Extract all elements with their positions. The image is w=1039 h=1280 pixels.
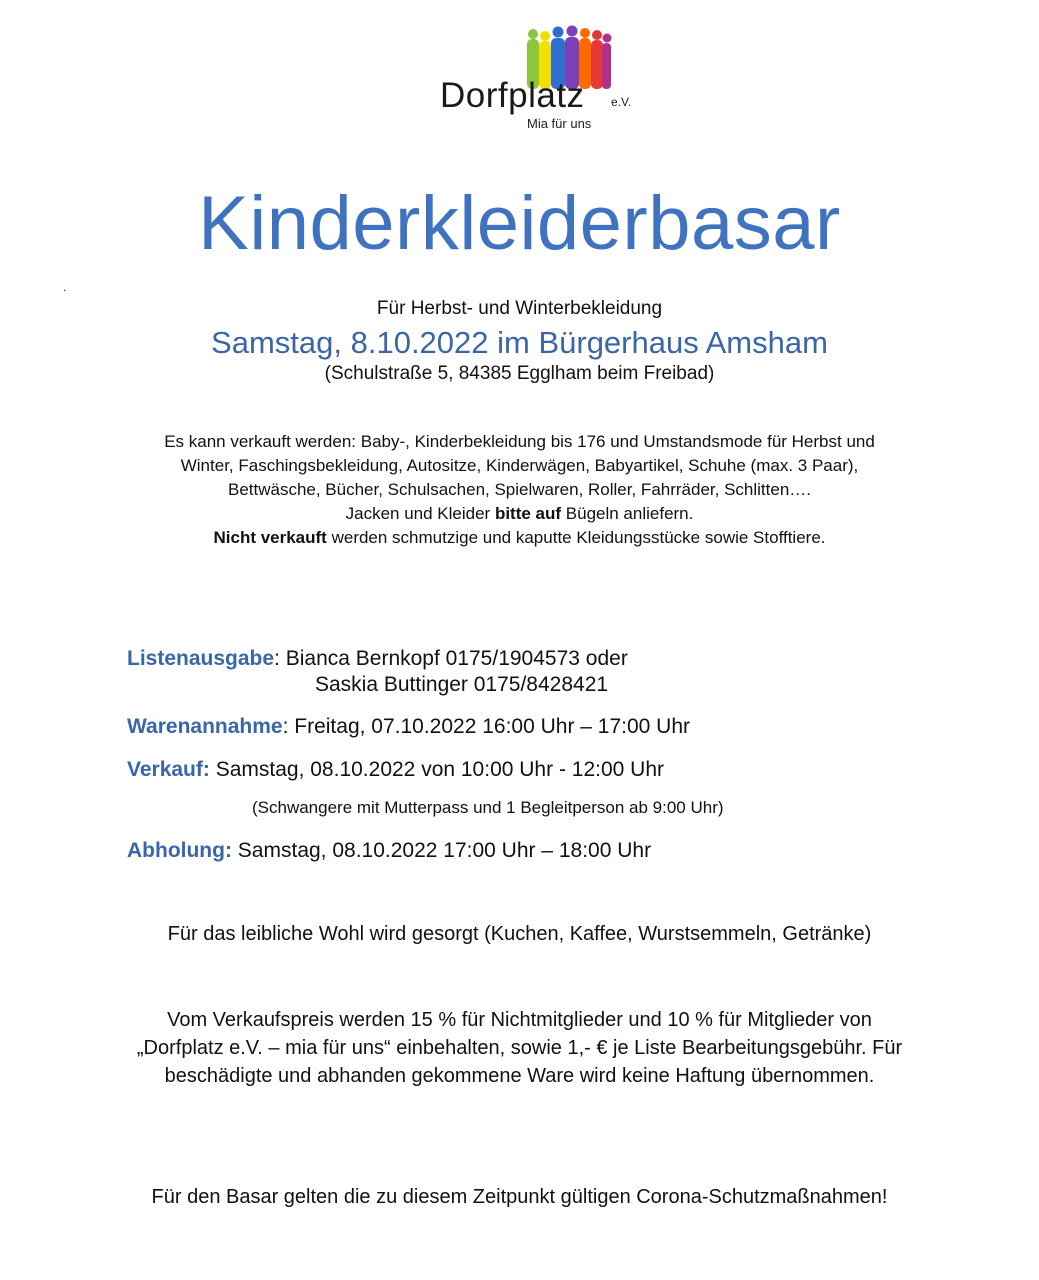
terms-line: Vom Verkaufspreis werden 15 % für Nichtmitglieder und 10 % für Mitglieder von [167,1009,872,1031]
schedule-sale-note: (Schwangere mit Mutterpass und 1 Begleitperson ab 9:00 Uhr) [252,798,724,817]
logo-tagline: Mia für uns [527,116,592,131]
schedule-key: Listenausgabe [127,647,275,670]
schedule-key: Abholung: [127,839,232,862]
terms-block [0,1006,1039,1090]
logo-suffix: e.V. [611,95,632,109]
schedule-separator: : [274,647,286,670]
sell-info-block [0,430,1039,550]
schedule-pickup [127,839,651,863]
sell-emphasis: bitte auf [494,504,562,523]
corona-note: Für den Basar gelten die zu diesem Zeitpunkt gültigen Corona-Schutzmaßnahmen! [151,1186,888,1208]
terms-line: beschädigte und abhanden gekommene Ware wird keine Haftung übernommen. [164,1065,875,1087]
schedule-value: : Freitag, 07.10.2022 16:00 Uhr – 17:00 Uhr [282,715,691,738]
schedule-key: Verkauf: [127,758,210,781]
event-address: (Schulstraße 5, 84385 Egglham beim Freibad) [324,363,715,384]
not-sold-emphasis: Nicht verkauft [213,528,327,547]
schedule-list-issue [127,645,628,673]
logo-name: Dorfplatz [440,76,585,115]
sell-line: Winter, Faschingsbekleidung, Autositze, Kinderwägen, Babyartikel, Schuhe (max. 3 Paar), [180,456,859,475]
schedule-intake [127,715,690,739]
sell-text: Jacken und Kleider [345,504,495,523]
sell-text: Bügeln anliefern. [561,504,694,523]
sell-line [0,502,1039,526]
catering-note: Für das leibliche Wohl wird gesorgt (Kuchen, Kaffee, Wurstsemmeln, Getränke) [167,923,872,945]
event-date: Samstag, 8.10.2022 im Bürgerhaus Amsham [211,325,828,360]
sell-line: Bettwäsche, Bücher, Schulsachen, Spielwaren, Roller, Fahrräder, Schlitten…. [227,480,812,499]
schedule-value: Bianca Bernkopf 0175/1904573 oder [285,647,628,670]
figure-magenta [602,34,612,90]
stray-dot: . [63,280,67,294]
schedule-value: Samstag, 08.10.2022 von 10:00 Uhr - 12:00 Uhr [209,758,664,781]
sell-text: werden schmutzige und kaputte Kleidungsstücke sowie Stofftiere. [326,528,826,547]
schedule-value: Saskia Buttinger 0175/8428421 [315,673,609,696]
schedule-key: Warenannahme [127,715,283,738]
schedule-value: Samstag, 08.10.2022 17:00 Uhr – 18:00 Uhr [231,839,652,862]
event-subtitle: Für Herbst- und Winterbekleidung [376,298,663,319]
sell-line [0,526,1039,550]
figure-red [591,30,603,89]
terms-line: „Dorfplatz e.V. – mia für uns“ einbehalten, sowie 1,- € je Liste Bearbeitungsgebühr. Für [136,1037,903,1059]
sell-line: Es kann verkauft werden: Baby-, Kinderbekleidung bis 176 und Umstandsmode für Herbst und [164,432,875,451]
schedule-sale [127,758,664,782]
page-title: Kinderkleiderbasar [198,181,841,266]
